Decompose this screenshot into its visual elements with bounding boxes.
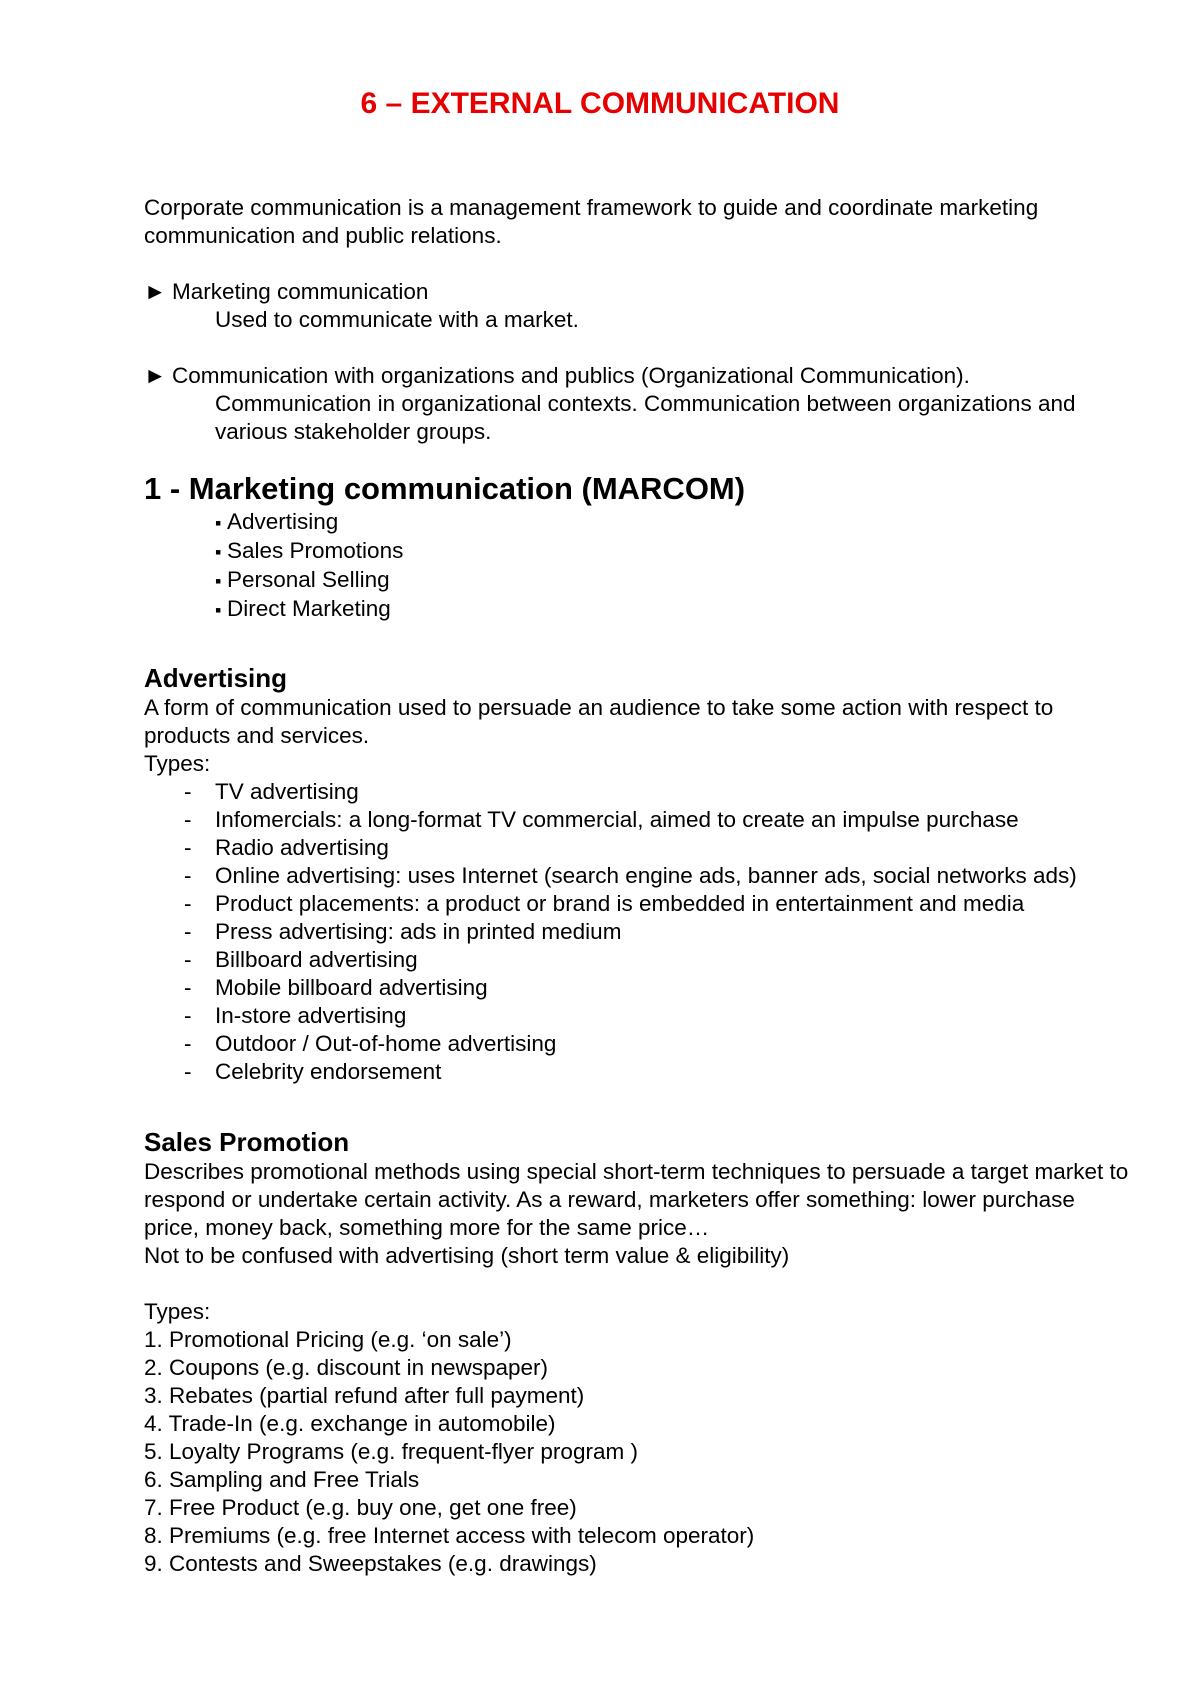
list-item: - Mobile billboard advertising — [184, 974, 1134, 1002]
list-item: - Outdoor / Out-of-home advertising — [184, 1030, 1134, 1058]
list-item: - Product placements: a product or brand is embedded in entertainment and media — [184, 890, 1134, 918]
list-item: - Infomercials: a long-format TV commercial, aimed to create an impulse purchase — [184, 806, 1134, 834]
sales-promotion-types-label: Types: — [144, 1299, 211, 1324]
document-body — [144, 194, 1134, 1578]
sales-promotion-types-list — [144, 1326, 1134, 1578]
list-item: 3. Rebates (partial refund after full payment) — [144, 1383, 585, 1408]
point-organizational-communication — [144, 362, 1134, 446]
advertising-description: A form of communication used to persuade an audience to take some action with respect to products and services. — [144, 695, 1054, 748]
advertising-types-list — [144, 778, 1134, 1086]
list-item: - In-store advertising — [184, 1002, 1134, 1030]
list-item: - Celebrity endorsement — [184, 1058, 1134, 1086]
list-item: 1. Promotional Pricing (e.g. ‘on sale’) — [144, 1327, 512, 1352]
point-marketing-communication — [144, 278, 1134, 334]
intro-paragraph: Corporate communication is a management framework to guide and coordinate marketing communication and public relations. — [144, 195, 1039, 248]
marcom-list — [144, 508, 1134, 624]
point-detail: Used to communicate with a market. — [215, 307, 579, 332]
list-item: 4. Trade-In (e.g. exchange in automobile) — [144, 1411, 556, 1436]
list-item: 6. Sampling and Free Trials — [144, 1467, 420, 1492]
point-detail: Communication in organizational contexts. Communication between organizations and various stakeholder groups. — [215, 391, 1076, 444]
list-item: 5. Loyalty Programs (e.g. frequent-flyer program ) — [144, 1439, 638, 1464]
sales-promotion-description: Describes promotional methods using special short-term techniques to persuade a target market to respond or undertake certain activity. As a reward, marketers offer something: lower purchase price, money back, something more for the same price… — [144, 1159, 1129, 1240]
list-item: ▪ Direct Marketing — [215, 595, 1134, 624]
point-heading: Marketing communication — [172, 279, 429, 304]
list-item: 9. Contests and Sweepstakes (e.g. drawings) — [144, 1551, 597, 1576]
point-heading: Communication with organizations and publics (Organizational Communication). — [172, 363, 970, 388]
list-item: - Billboard advertising — [184, 946, 1134, 974]
sales-promotion-note: Not to be confused with advertising (short term value & eligibility) — [144, 1243, 790, 1268]
section-heading-advertising: Advertising — [144, 663, 288, 693]
page-title: 6 – EXTERNAL COMMUNICATION — [360, 87, 840, 120]
list-item: - Online advertising: uses Internet (search engine ads, banner ads, social networks ads) — [184, 862, 1134, 890]
section-heading-sales-promotion: Sales Promotion — [144, 1127, 350, 1157]
arrow-bullet-icon: ► — [144, 363, 167, 388]
advertising-types-label: Types: — [144, 751, 211, 776]
list-item: - Press advertising: ads in printed medium — [184, 918, 1134, 946]
list-item: 7. Free Product (e.g. buy one, get one free) — [144, 1495, 577, 1520]
list-item: 2. Coupons (e.g. discount in newspaper) — [144, 1355, 548, 1380]
section-heading-marcom: 1 - Marketing communication (MARCOM) — [144, 471, 746, 506]
list-item: ▪ Advertising — [215, 508, 1134, 537]
list-item: - Radio advertising — [184, 834, 1134, 862]
list-item: ▪ Sales Promotions — [215, 537, 1134, 566]
list-item: ▪ Personal Selling — [215, 566, 1134, 595]
list-item: 8. Premiums (e.g. free Internet access with telecom operator) — [144, 1523, 755, 1548]
arrow-bullet-icon: ► — [144, 279, 167, 304]
list-item: - TV advertising — [184, 778, 1134, 806]
